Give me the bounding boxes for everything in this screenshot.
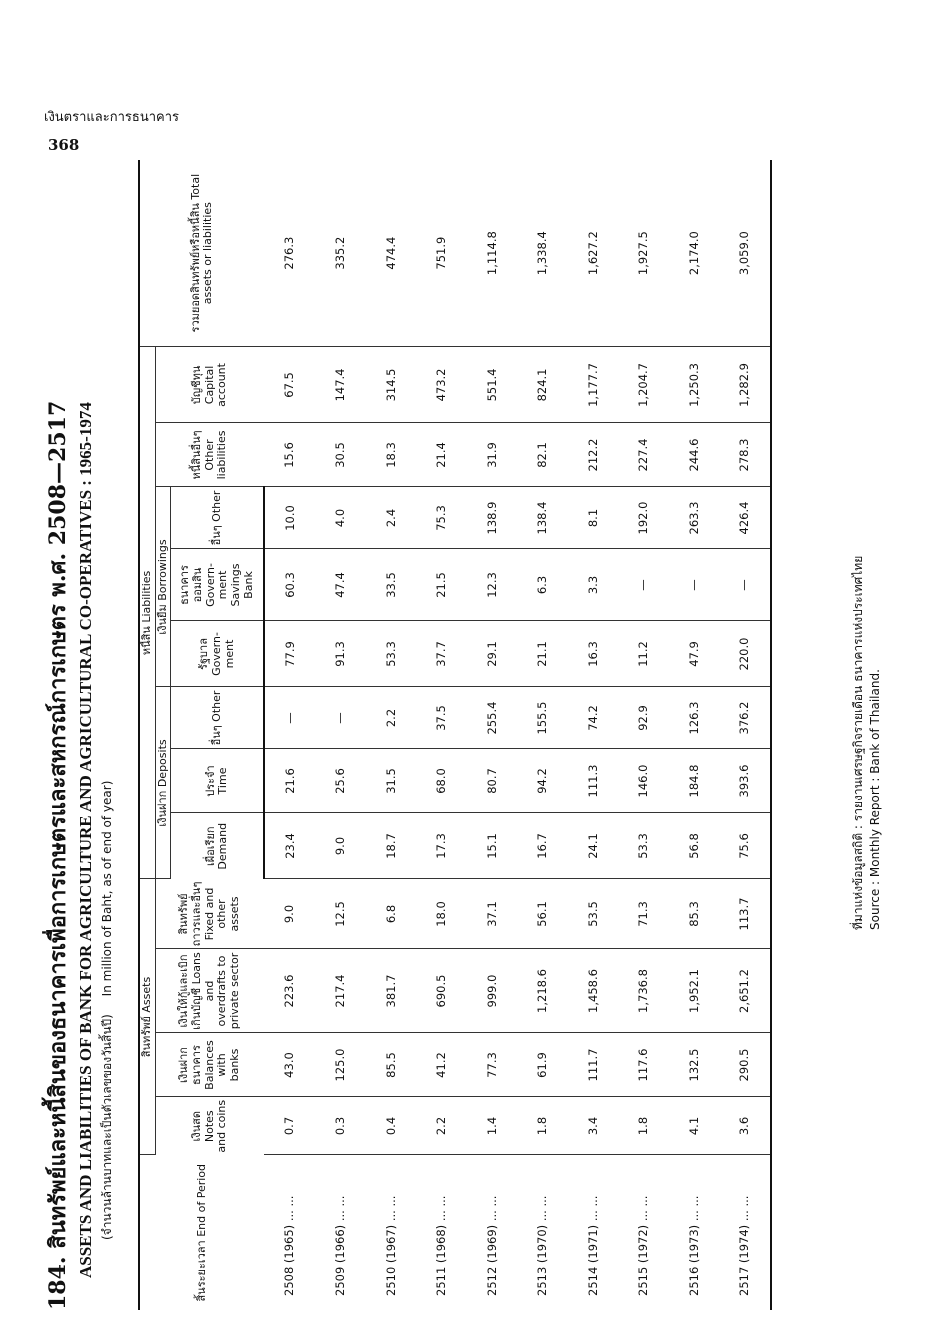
cell-fixed: 12.5 xyxy=(316,879,367,949)
cell-loans: 223.6 xyxy=(264,949,316,1033)
cell-notes: 0.3 xyxy=(316,1097,367,1155)
cell-period: 2510 (1967) ... ... xyxy=(383,1195,398,1296)
cell-government: 220.0 xyxy=(720,621,772,687)
cell-demand: 56.8 xyxy=(669,813,720,879)
cell-fixed: 85.3 xyxy=(669,879,720,949)
unit-note xyxy=(98,160,117,1240)
table-row xyxy=(366,160,417,1310)
cell-notes: 1.4 xyxy=(467,1097,518,1155)
cell-total: 1,338.4 xyxy=(518,160,569,347)
cell-government: 53.3 xyxy=(366,621,417,687)
cell-dep-other: 126.3 xyxy=(669,687,720,749)
cell-gsb: — xyxy=(669,549,720,621)
header-government: รัฐบาล Govern-ment xyxy=(171,621,265,687)
cell-capital: 1,177.7 xyxy=(568,347,619,423)
cell-other-liab: 227.4 xyxy=(619,423,670,487)
cell-gsb: — xyxy=(619,549,670,621)
cell-loans: 1,218.6 xyxy=(518,949,569,1033)
cell-capital: 1,204.7 xyxy=(619,347,670,423)
cell-other-liab: 31.9 xyxy=(467,423,518,487)
cell-notes: 0.7 xyxy=(264,1097,316,1155)
cell-government: 11.2 xyxy=(619,621,670,687)
cell-balances: 125.0 xyxy=(316,1033,367,1097)
cell-government: 77.9 xyxy=(264,621,316,687)
cell-fixed: 9.0 xyxy=(264,879,316,949)
cell-notes: 1.8 xyxy=(518,1097,569,1155)
cell-demand: 23.4 xyxy=(264,813,316,879)
cell-dep-other: 74.2 xyxy=(568,687,619,749)
cell-period: 2511 (1968) ... ... xyxy=(434,1195,449,1296)
cell-period: 2512 (1969) ... ... xyxy=(484,1195,499,1296)
source-english: Source : Monthly Report : Bank of Thailand. xyxy=(867,669,882,930)
source-note xyxy=(850,556,884,930)
table-row xyxy=(619,160,670,1310)
cell-other-liab: 212.2 xyxy=(568,423,619,487)
header-fixed: สินทรัพย์ถาวรและอื่นๆ Fixed and other assets xyxy=(155,879,264,949)
title-thai-text: สินทรัพย์และหนี้สินของธนาคารเพื่อการเกษตรและสหกรณ์การเกษตร พ.ศ. 2508—2517 xyxy=(45,400,71,1249)
cell-bor-other: 75.3 xyxy=(417,487,468,549)
cell-other-liab: 30.5 xyxy=(316,423,367,487)
cell-dep-other: 37.5 xyxy=(417,687,468,749)
cell-total: 1,927.5 xyxy=(619,160,670,347)
table-title-thai xyxy=(40,160,75,1310)
cell-bor-other: 138.9 xyxy=(467,487,518,549)
cell-period: 2514 (1971) ... ... xyxy=(585,1195,600,1296)
cell-balances: 41.2 xyxy=(417,1033,468,1097)
cell-loans: 1,458.6 xyxy=(568,949,619,1033)
cell-loans: 2,651.2 xyxy=(720,949,772,1033)
cell-notes: 1.8 xyxy=(619,1097,670,1155)
cell-time: 25.6 xyxy=(316,749,367,813)
cell-balances: 132.5 xyxy=(669,1033,720,1097)
cell-period: 2516 (1973) ... ... xyxy=(686,1195,701,1296)
cell-other-liab: 18.3 xyxy=(366,423,417,487)
unit-english: In million of Baht, as of end of year) xyxy=(100,780,114,997)
header-deposits: เงินฝาก Deposits xyxy=(155,687,171,879)
data-table xyxy=(138,160,772,1310)
cell-bor-other: 8.1 xyxy=(568,487,619,549)
cell-other-liab: 82.1 xyxy=(518,423,569,487)
table-row xyxy=(669,160,720,1310)
cell-bor-other: 192.0 xyxy=(619,487,670,549)
cell-demand: 15.1 xyxy=(467,813,518,879)
cell-gsb: 47.4 xyxy=(316,549,367,621)
cell-gsb: 6.3 xyxy=(518,549,569,621)
cell-demand: 16.7 xyxy=(518,813,569,879)
cell-loans: 999.0 xyxy=(467,949,518,1033)
cell-dep-other: 255.4 xyxy=(467,687,518,749)
table-number: 184. xyxy=(45,1256,71,1310)
header-demand: เผื่อเรียก Demand xyxy=(171,813,265,879)
cell-government: 47.9 xyxy=(669,621,720,687)
cell-notes: 3.6 xyxy=(720,1097,772,1155)
cell-gsb: 21.5 xyxy=(417,549,468,621)
cell-dep-other: — xyxy=(264,687,316,749)
cell-bor-other: 10.0 xyxy=(264,487,316,549)
cell-fixed: 18.0 xyxy=(417,879,468,949)
cell-fixed: 56.1 xyxy=(518,879,569,949)
cell-time: 111.3 xyxy=(568,749,619,813)
cell-bor-other: 4.0 xyxy=(316,487,367,549)
cell-capital: 551.4 xyxy=(467,347,518,423)
cell-government: 37.7 xyxy=(417,621,468,687)
cell-period: 2508 (1965) ... ... xyxy=(282,1195,297,1296)
cell-total: 335.2 xyxy=(316,160,367,347)
cell-notes: 4.1 xyxy=(669,1097,720,1155)
cell-capital: 67.5 xyxy=(264,347,316,423)
cell-demand: 9.0 xyxy=(316,813,367,879)
cell-demand: 17.3 xyxy=(417,813,468,879)
header-time: ประจำ Time xyxy=(171,749,265,813)
cell-dep-other: 92.9 xyxy=(619,687,670,749)
header-notes: เงินสด Notes and coins xyxy=(190,1099,229,1153)
cell-demand: 18.7 xyxy=(366,813,417,879)
cell-bor-other: 138.4 xyxy=(518,487,569,549)
table-row xyxy=(316,160,367,1310)
cell-fixed: 6.8 xyxy=(366,879,417,949)
cell-capital: 1,250.3 xyxy=(669,347,720,423)
cell-demand: 24.1 xyxy=(568,813,619,879)
cell-bor-other: 2.4 xyxy=(366,487,417,549)
table-row xyxy=(467,160,518,1310)
cell-total: 276.3 xyxy=(264,160,316,347)
cell-dep-other: 155.5 xyxy=(518,687,569,749)
cell-notes: 3.4 xyxy=(568,1097,619,1155)
cell-other-liab: 278.3 xyxy=(720,423,772,487)
header-gsb: ธนาคารออมสิน Govern-ment Savings Bank xyxy=(171,549,265,621)
cell-capital: 824.1 xyxy=(518,347,569,423)
cell-fixed: 53.5 xyxy=(568,879,619,949)
cell-government: 21.1 xyxy=(518,621,569,687)
cell-fixed: 37.1 xyxy=(467,879,518,949)
cell-balances: 111.7 xyxy=(568,1033,619,1097)
cell-total: 1,627.2 xyxy=(568,160,619,347)
cell-time: 94.2 xyxy=(518,749,569,813)
cell-notes: 2.2 xyxy=(417,1097,468,1155)
table-row xyxy=(264,160,316,1310)
header-balances: เงินฝากธนาคาร Balances with banks xyxy=(155,1033,264,1097)
cell-total: 2,174.0 xyxy=(669,160,720,347)
cell-dep-other: 2.2 xyxy=(366,687,417,749)
table-row xyxy=(518,160,569,1310)
running-head: เงินตราและการธนาคาร xyxy=(44,110,179,125)
cell-loans: 1,952.1 xyxy=(669,949,720,1033)
header-borrowing-other: อื่นๆ Other xyxy=(171,487,265,549)
cell-loans: 217.4 xyxy=(316,949,367,1033)
cell-fixed: 113.7 xyxy=(720,879,772,949)
cell-balances: 117.6 xyxy=(619,1033,670,1097)
cell-time: 31.5 xyxy=(366,749,417,813)
cell-total: 3,059.0 xyxy=(720,160,772,347)
cell-balances: 85.5 xyxy=(366,1033,417,1097)
cell-total: 751.9 xyxy=(417,160,468,347)
header-borrowings: เงินยืม Borrowings xyxy=(155,487,171,687)
cell-other-liab: 21.4 xyxy=(417,423,468,487)
cell-time: 393.6 xyxy=(720,749,772,813)
header-assets: สินทรัพย์ Assets xyxy=(139,879,155,1155)
cell-capital: 473.2 xyxy=(417,347,468,423)
cell-government: 91.3 xyxy=(316,621,367,687)
header-deposit-other: อื่นๆ Other xyxy=(171,687,265,749)
cell-capital: 147.4 xyxy=(316,347,367,423)
header-period: สิ้นระยะเวลา End of Period xyxy=(139,1155,264,1310)
cell-gsb: — xyxy=(720,549,772,621)
table-row xyxy=(417,160,468,1310)
cell-bor-other: 426.4 xyxy=(720,487,772,549)
cell-total: 474.4 xyxy=(366,160,417,347)
table-row xyxy=(720,160,772,1310)
cell-bor-other: 263.3 xyxy=(669,487,720,549)
cell-government: 16.3 xyxy=(568,621,619,687)
table-title-english: ASSETS AND LIABILITIES OF BANK FOR AGRICULTURE AND AGRICULTURAL CO-OPERATIVES : 1965-1974 xyxy=(76,402,95,1278)
source-thai: ที่มาแห่งข้อมูลสถิติ : รายงานเศรษฐกิจรายเดือน ธนาคารแห่งประเทศไทย xyxy=(851,555,865,930)
cell-notes: 0.4 xyxy=(366,1097,417,1155)
cell-period: 2509 (1966) ... ... xyxy=(333,1195,348,1296)
cell-period: 2513 (1970) ... ... xyxy=(535,1195,550,1296)
cell-other-liab: 244.6 xyxy=(669,423,720,487)
header-total: รวมยอดสินทรัพย์หรือหนี้สิน Total assets or liabilities xyxy=(139,160,264,347)
unit-thai: (จำนวนล้านบาทและเป็นตัวเลขของวันสิ้นปี) xyxy=(100,1014,114,1240)
cell-loans: 1,736.8 xyxy=(619,949,670,1033)
header-other-liabilities: หนี้สินอื่นๆ Other liabilities xyxy=(155,423,264,487)
cell-time: 146.0 xyxy=(619,749,670,813)
cell-time: 68.0 xyxy=(417,749,468,813)
cell-loans: 381.7 xyxy=(366,949,417,1033)
cell-dep-other: 376.2 xyxy=(720,687,772,749)
cell-balances: 290.5 xyxy=(720,1033,772,1097)
cell-total: 1,114.8 xyxy=(467,160,518,347)
cell-loans: 690.5 xyxy=(417,949,468,1033)
header-liabilities: หนี้สิน Liabilities xyxy=(139,347,155,879)
cell-gsb: 3.3 xyxy=(568,549,619,621)
cell-period: 2515 (1972) ... ... xyxy=(636,1195,651,1296)
cell-balances: 77.3 xyxy=(467,1033,518,1097)
cell-capital: 1,282.9 xyxy=(720,347,772,423)
table-caption xyxy=(40,160,117,1310)
cell-fixed: 71.3 xyxy=(619,879,670,949)
cell-capital: 314.5 xyxy=(366,347,417,423)
cell-gsb: 12.3 xyxy=(467,549,518,621)
cell-gsb: 60.3 xyxy=(264,549,316,621)
cell-government: 29.1 xyxy=(467,621,518,687)
cell-time: 80.7 xyxy=(467,749,518,813)
header-capital: บัญชีทุน Capital account xyxy=(155,347,264,423)
cell-demand: 75.6 xyxy=(720,813,772,879)
cell-period: 2517 (1974) ... ... xyxy=(720,1155,772,1310)
cell-balances: 61.9 xyxy=(518,1033,569,1097)
cell-dep-other: — xyxy=(316,687,367,749)
cell-demand: 53.3 xyxy=(619,813,670,879)
page-number: 368 xyxy=(48,136,80,154)
cell-time: 184.8 xyxy=(669,749,720,813)
cell-time: 21.6 xyxy=(264,749,316,813)
rotated-table-block xyxy=(40,160,910,1310)
table-row xyxy=(568,160,619,1310)
cell-balances: 43.0 xyxy=(264,1033,316,1097)
cell-other-liab: 15.6 xyxy=(264,423,316,487)
cell-gsb: 33.5 xyxy=(366,549,417,621)
header-loans: เงินให้กู้และเบิกเกินบัญชี Loans and overdrafts to private sector xyxy=(155,949,264,1033)
